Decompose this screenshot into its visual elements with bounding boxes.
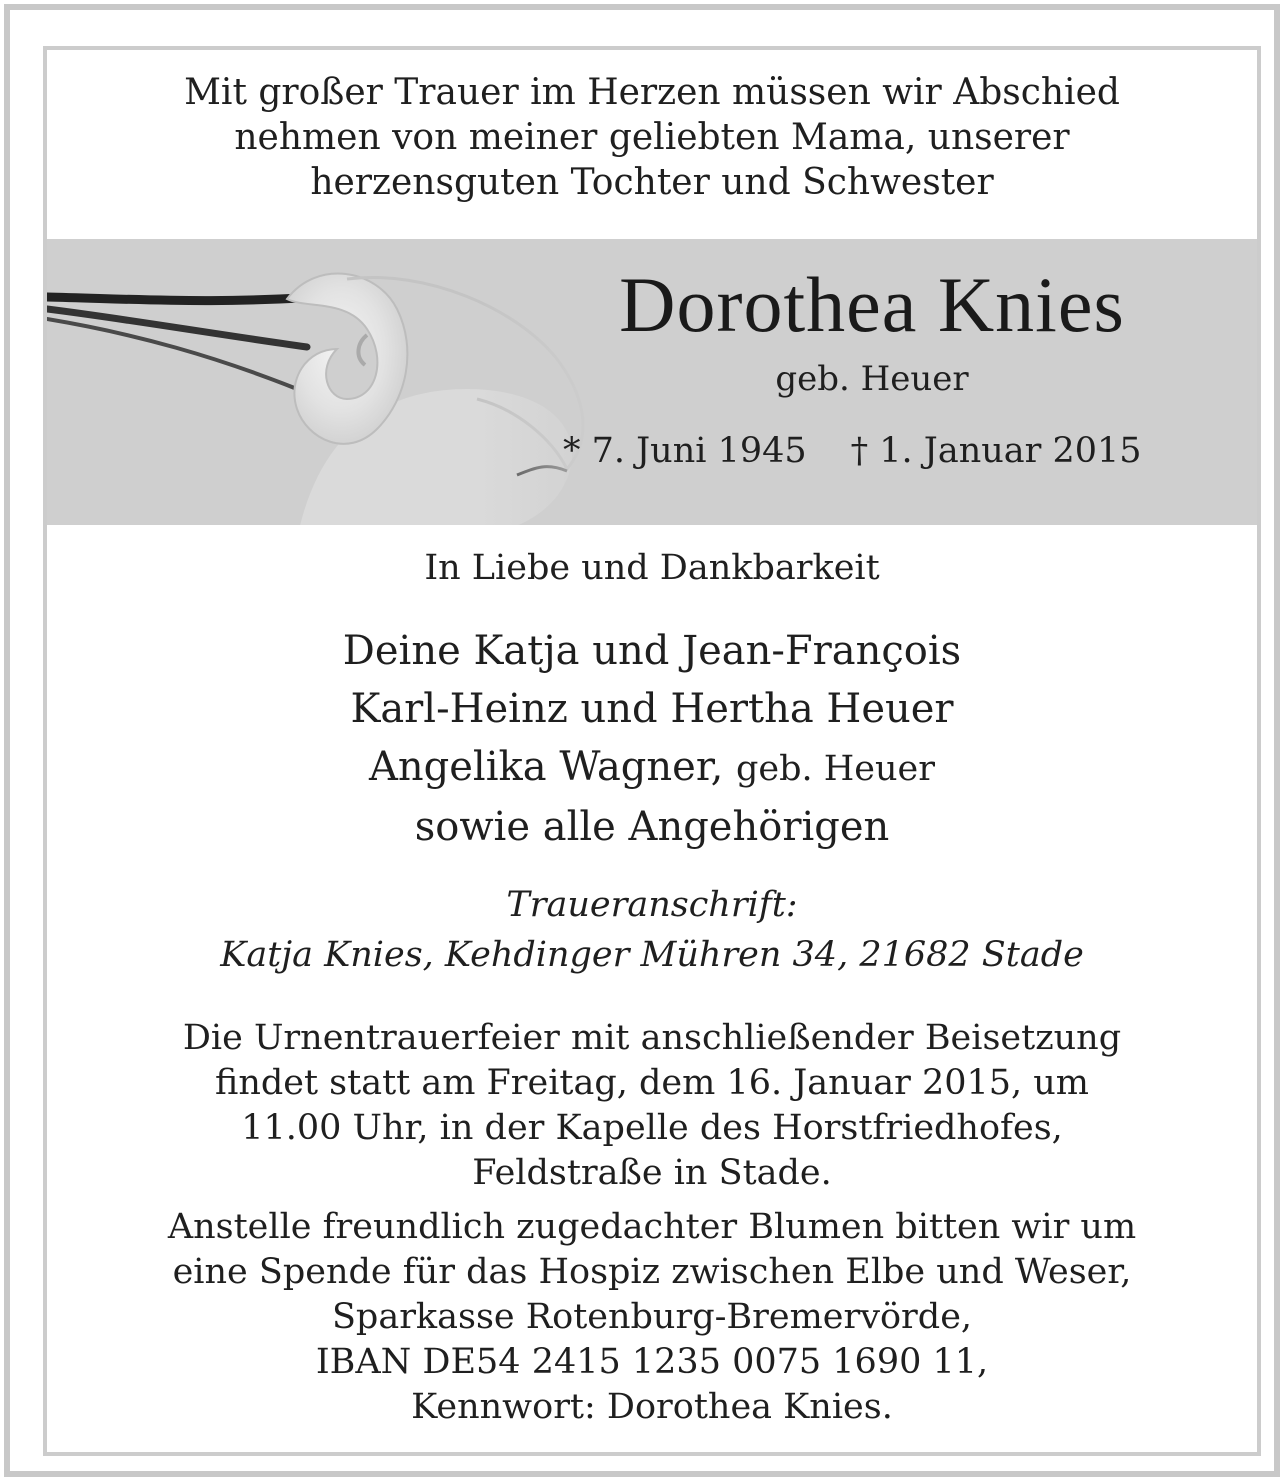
- family-name: Angelika Wagner,: [369, 744, 724, 790]
- donation-line: Sparkasse Rotenburg-Bremervörde,: [331, 1297, 973, 1337]
- deceased-name: Dorothea Knies: [619, 261, 1125, 348]
- mourning-address: [47, 880, 1257, 980]
- maiden-name: geb. Heuer: [775, 359, 969, 399]
- address-label: Traueranschrift:: [506, 885, 798, 925]
- family-maiden-name: geb. Heuer: [736, 749, 935, 789]
- service-line: findet statt am Freitag, dem 16. Januar 2015, um: [214, 1063, 1089, 1103]
- birth-date: * 7. Juni 1945: [563, 431, 807, 471]
- obituary-notice: [43, 46, 1261, 1456]
- donation-line: eine Spende für das Hospiz zwischen Elbe und Weser,: [172, 1252, 1132, 1292]
- outer-border: [4, 4, 1280, 1477]
- family-line: sowie alle Angehörigen: [414, 804, 890, 850]
- service-line: 11.00 Uhr, in der Kapelle des Horstfriedhofes,: [241, 1108, 1063, 1148]
- life-dates: [563, 429, 1142, 473]
- funeral-service-info: [47, 1016, 1257, 1196]
- name-banner: [47, 239, 1257, 525]
- family-line: Karl-Heinz und Hertha Heuer: [350, 686, 954, 732]
- intro-line: herzensguten Tochter und Schwester: [310, 162, 994, 203]
- family-line: [47, 738, 1257, 798]
- donation-line: IBAN DE54 2415 1235 0075 1690 11,: [315, 1342, 989, 1382]
- love-line: In Liebe und Dankbarkeit: [424, 548, 880, 588]
- service-line: Die Urnentrauerfeier mit anschließender Beisetzung: [182, 1018, 1122, 1058]
- donation-line: Kennwort: Dorothea Knies.: [411, 1387, 893, 1427]
- donation-info: [47, 1205, 1257, 1430]
- intro-line: nehmen von meiner geliebten Mama, unserer: [234, 117, 1070, 158]
- service-line: Feldstraße in Stade.: [472, 1153, 832, 1193]
- address-value: Katja Knies, Kehdinger Mühren 34, 21682 Stade: [220, 935, 1084, 975]
- family-signatures: [47, 622, 1257, 856]
- intro-line: Mit großer Trauer im Herzen müssen wir Abschied: [184, 72, 1120, 113]
- family-line: Deine Katja und Jean-François: [342, 628, 962, 674]
- donation-line: Anstelle freundlich zugedachter Blumen bitten wir um: [167, 1207, 1137, 1247]
- calla-lily-image: [47, 239, 607, 525]
- intro-text: [47, 70, 1257, 205]
- death-date: † 1. Januar 2015: [850, 431, 1142, 471]
